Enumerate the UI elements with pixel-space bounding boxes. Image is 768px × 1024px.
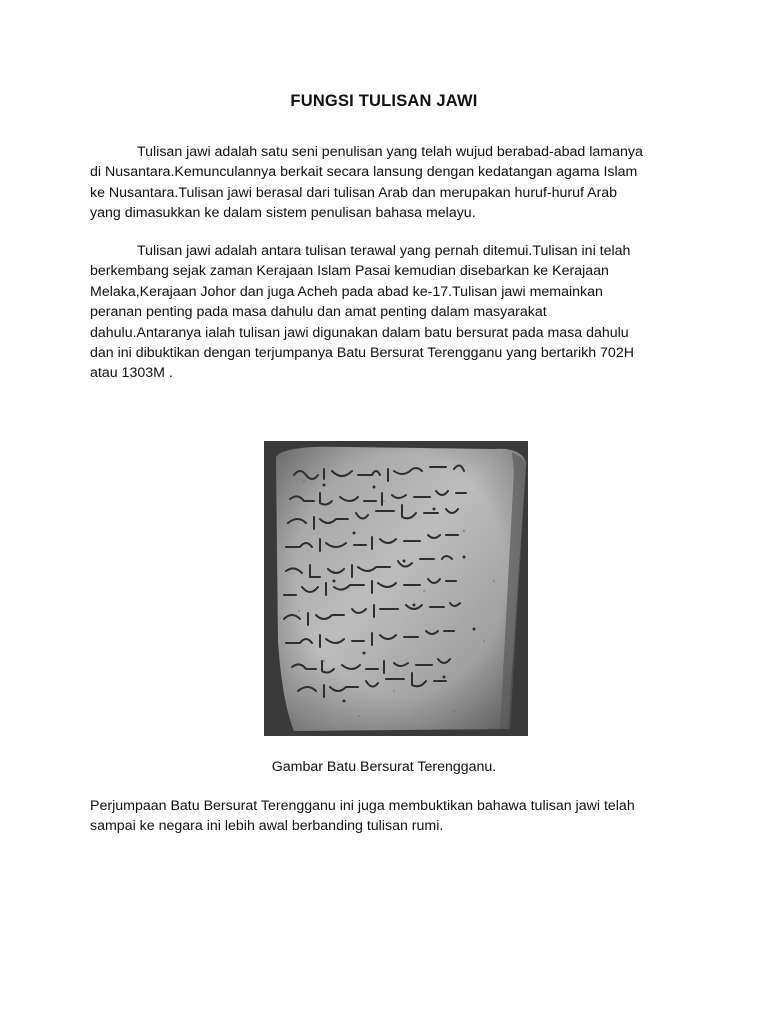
text-line: sampai ke negara ini lebih awal berbanding tulisan rumi. xyxy=(90,818,444,835)
text-line: Perjumpaan Batu Bersurat Terengganu ini juga membuktikan bahawa tulisan jawi telah xyxy=(90,798,635,814)
page-title: FUNGSI TULISAN JAWI xyxy=(290,92,478,110)
text-line: Melaka,Kerajaan Johor dan juga Acheh pada abad ke-17.Tulisan jawi memainkan xyxy=(90,283,603,300)
text-line: berkembang sejak zaman Kerajaan Islam Pasai kemudian disebarkan ke Kerajaan xyxy=(90,263,609,280)
text-line: atau 1303M . xyxy=(90,365,173,382)
text-line: di Nusantara.Kemunculannya berkait secara lansung dengan kedatangan agama Islam xyxy=(90,164,638,181)
text-line: ke Nusantara.Tulisan jawi berasal dari tulisan Arab dan merupakan huruf-huruf Arab xyxy=(90,184,618,201)
text-line: dan ini dibuktikan dengan terjumpanya Batu Bersurat Terengganu yang bertarikh 702H xyxy=(90,345,634,362)
text-line: peranan penting pada masa dahulu dan amat penting dalam masyarakat xyxy=(90,304,547,321)
paragraph-intro xyxy=(90,142,690,224)
paragraph-history xyxy=(90,241,690,384)
text-line: Tulisan jawi adalah antara tulisan terawal yang pernah ditemui.Tulisan ini telah xyxy=(137,243,631,259)
text-line: dahulu.Antaranya ialah tulisan jawi digunakan dalam batu bersurat pada masa dahulu xyxy=(90,324,629,341)
text-line: Tulisan jawi adalah satu seni penulisan yang telah wujud berabad-abad lamanya xyxy=(137,144,643,160)
inscribed-stone-photo xyxy=(264,441,528,736)
paragraph-conclusion xyxy=(90,796,690,837)
text-line: yang dimasukkan ke dalam sistem penulisan bahasa melayu. xyxy=(90,205,476,222)
image-caption: Gambar Batu Bersurat Terengganu. xyxy=(271,759,497,775)
